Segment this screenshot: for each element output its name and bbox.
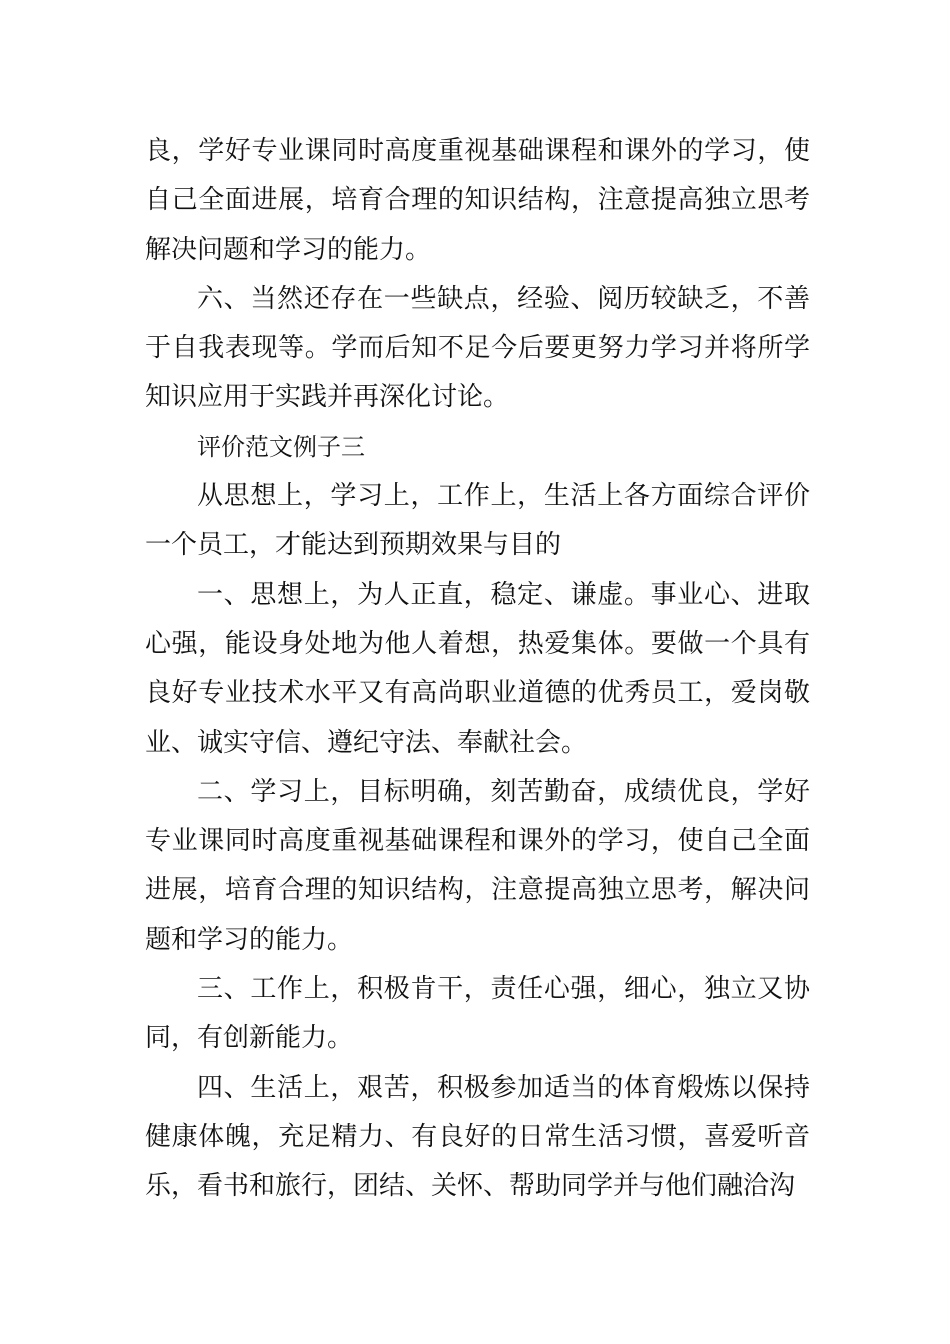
paragraph-item-one: 一、思想上，为人正直，稳定、谦虚。事业心、进取心强，能设身处地为他人着想，热爱集体。要做一个具有良好专业技术水平又有高尚职业道德的优秀员工，爱岗敬业、诚实守信、遵纪守法、奉献社会。 [145, 579, 810, 758]
paragraph-item-two: 二、学习上，目标明确，刻苦勤奋，成绩优良，学好专业课同时高度重视基础课程和课外的学习，使自己全面进展，培育合理的知识结构，注意提高独立思考，解决问题和学习的能力。 [145, 776, 810, 955]
document-body [145, 127, 810, 1212]
paragraph-item-six: 六、当然还存在一些缺点，经验、阅历较缺乏，不善于自我表现等。学而后知不足今后要更努力学习并将所学知识应用于实践并再深化讨论。 [145, 283, 810, 413]
paragraph-item-three: 三、工作上，积极肯干，责任心强，细心，独立又协同，有创新能力。 [145, 974, 810, 1054]
section-heading: 评价范文例子三 [197, 432, 365, 461]
paragraph-continuation: 良，学好专业课同时高度重视基础课程和课外的学习，使自己全面进展，培育合理的知识结构，注意提高独立思考解决问题和学习的能力。 [145, 136, 810, 265]
paragraph-item-four: 四、生活上，艰苦，积极参加适当的体育煅炼以保持健康体魄，充足精力、有良好的日常生活习惯，喜爱听音乐，看书和旅行，团结、关怀、帮助同学并与他们融洽沟 [145, 1072, 810, 1202]
paragraph-intro: 从思想上，学习上，工作上，生活上各方面综合评价一个员工，才能达到预期效果与目的 [145, 481, 810, 561]
